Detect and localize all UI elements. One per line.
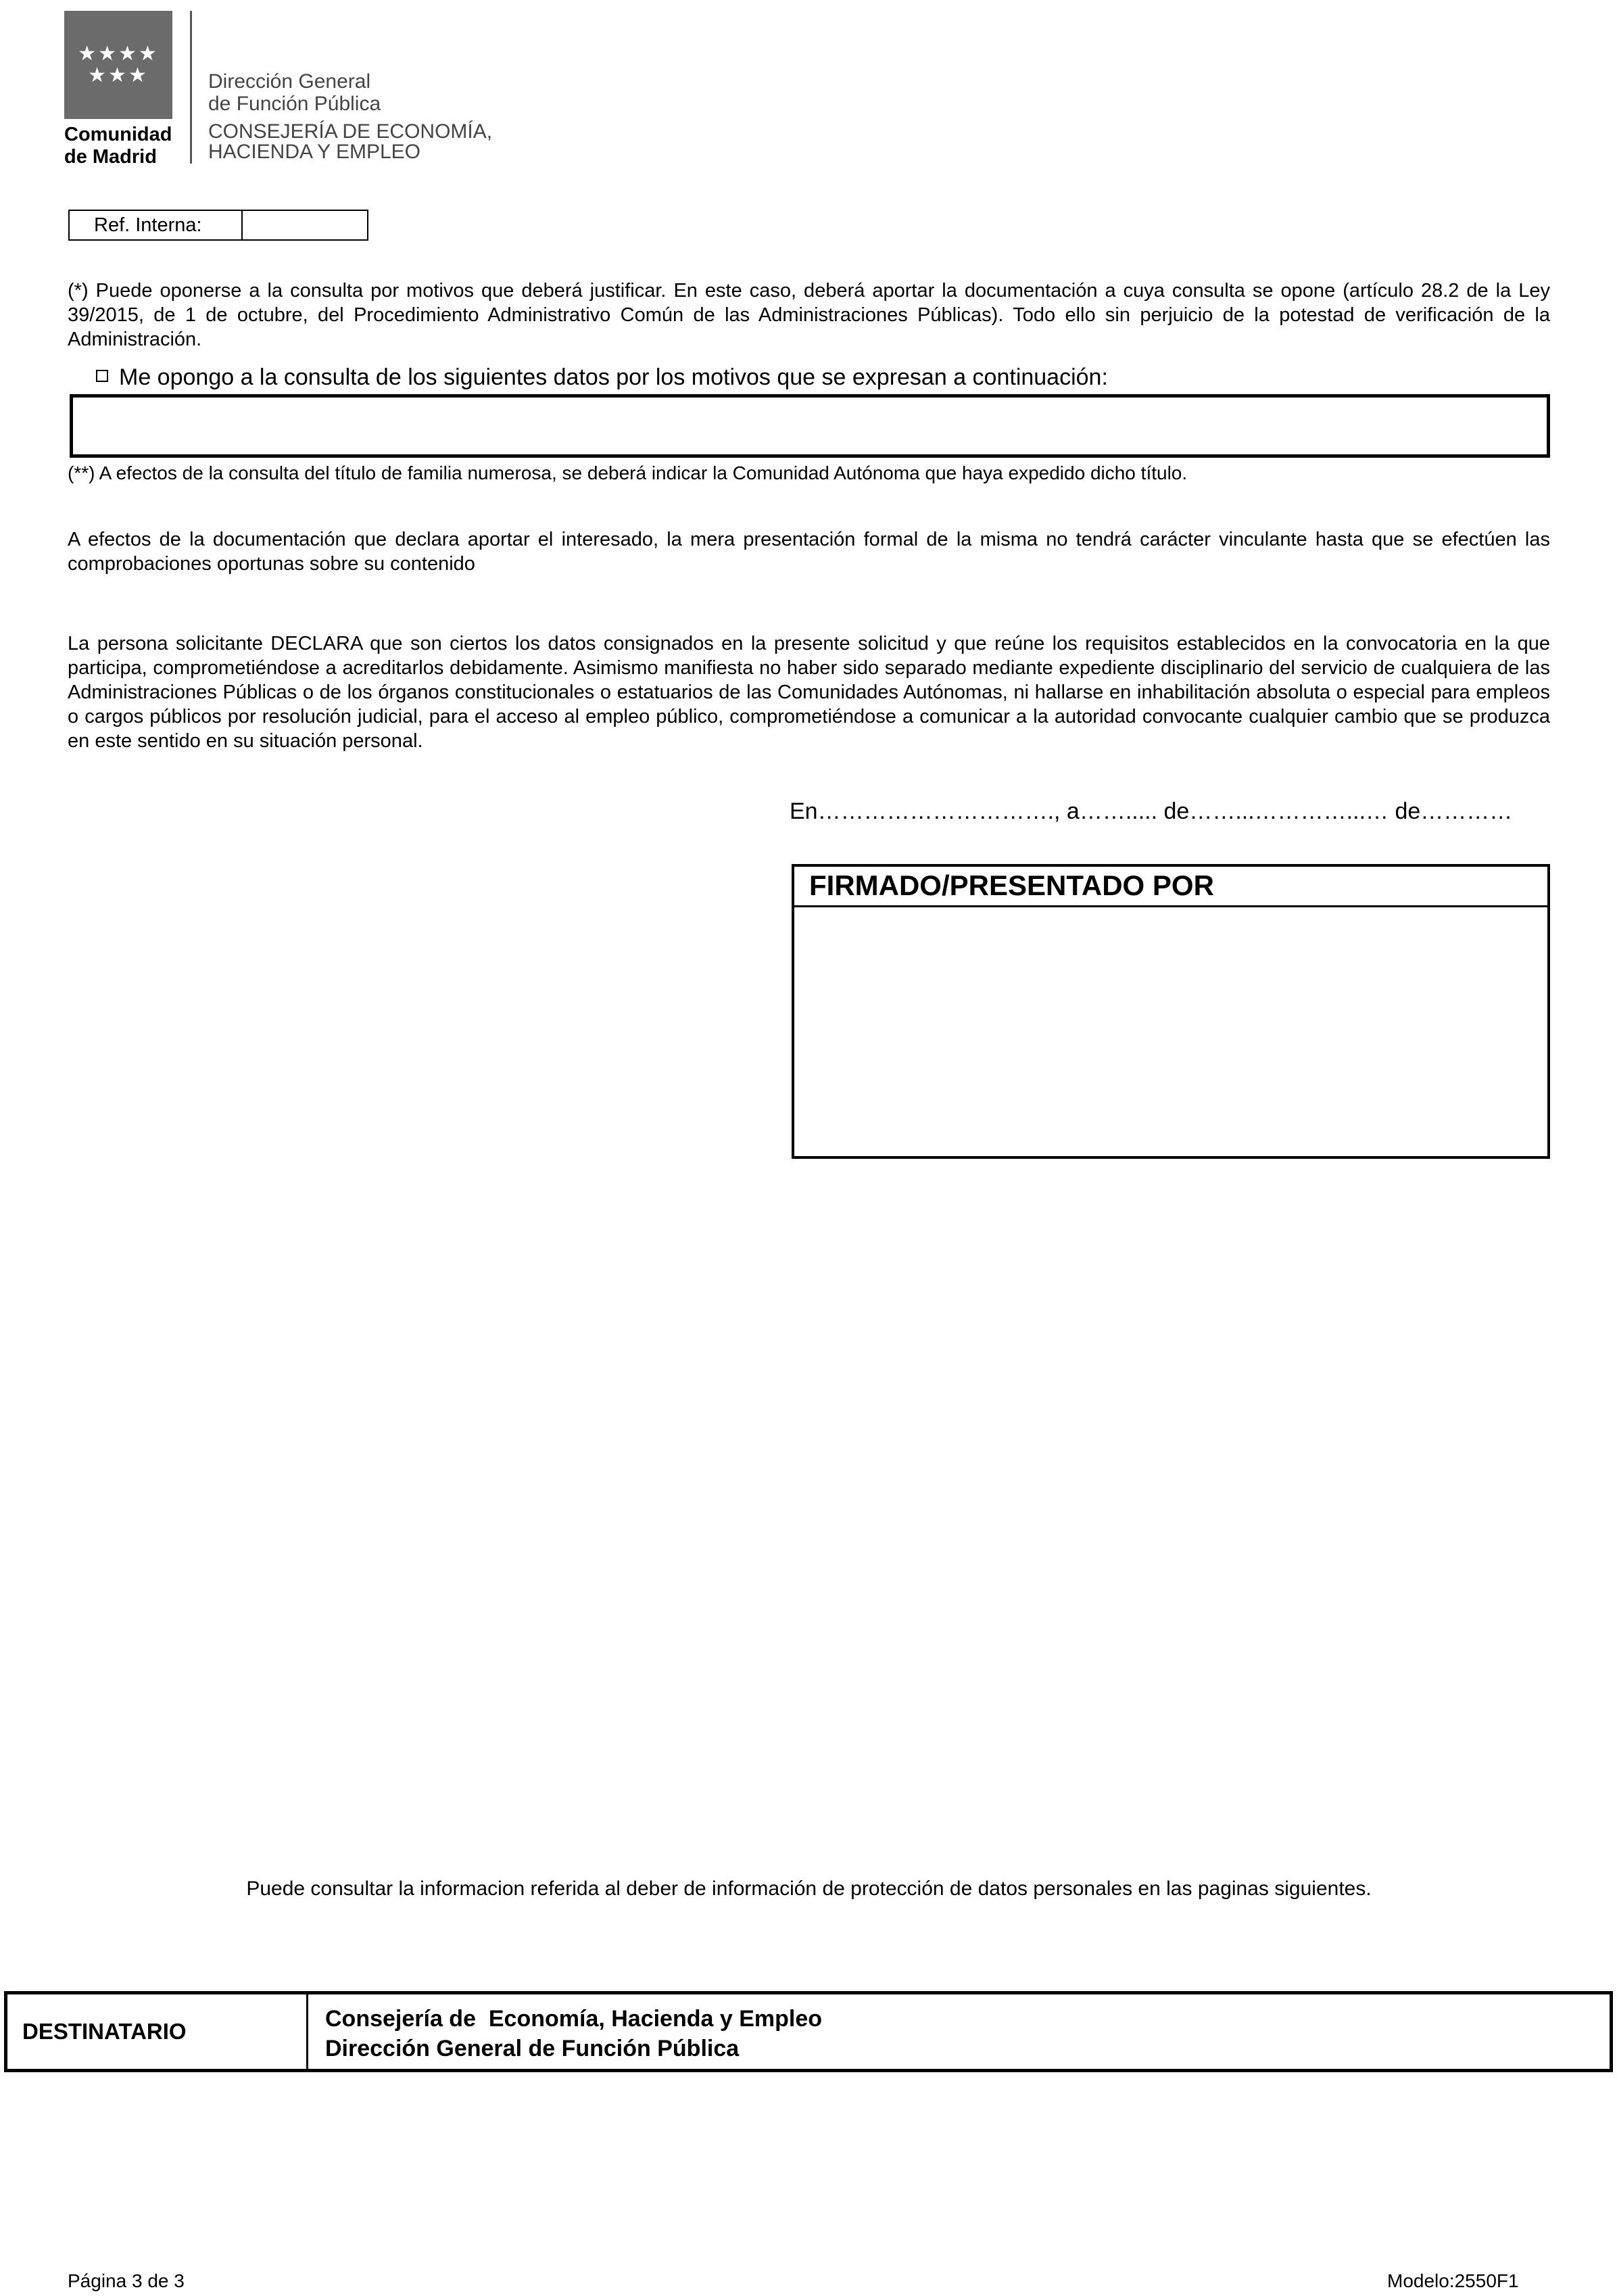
page-number: Página 3 de 3 (68, 2270, 185, 2291)
logo-wordmark (64, 124, 172, 168)
ref-interna-label: Ref. Interna: (68, 210, 243, 241)
documentation-paragraph: A efectos de la documentación que declara aportar el interesado, la mera presentación formal de la misma no tendrá carácter vinculante hasta que se efectúen las comprobaciones oportunas sobre su contenido (68, 529, 1550, 575)
motivos-field[interactable] (70, 394, 1550, 458)
signature-box[interactable] (792, 864, 1550, 1159)
destinatario-line-1: Consejería de Economía, Hacienda y Empleo (325, 2006, 823, 2032)
dept-line-1: CONSEJERÍA DE ECONOMÍA, (208, 120, 493, 143)
model-code: Modelo:2550F1 (1387, 2270, 1519, 2291)
opposition-note: (*) Puede oponerse a la consulta por motivos que deberá justificar. En este caso, deberá aportar la documentación a cuya consulta se opone (artículo 28.2 de la Ley 39/2015, de 1 de octubre, del Procedimiento Administrativo Común de las Administraciones Públicas). Todo ello sin perjuicio de la potestad de verificación de la Administración. (68, 280, 1550, 350)
ref-interna-field[interactable] (241, 210, 368, 241)
org-line-1: Dirección General (208, 70, 371, 93)
destinatario-table (4, 1991, 1613, 2072)
opposition-option[interactable] (96, 362, 1108, 392)
privacy-note: Puede consultar la informacion referida al deber de información de protección de datos personales en las paginas siguientes. (246, 1878, 1372, 1900)
destinatario-line-2: Dirección General de Función Pública (325, 2036, 740, 2061)
logo-word-2: de Madrid (64, 146, 157, 168)
organization-name (208, 70, 381, 115)
logo-word-1: Comunidad (64, 124, 172, 145)
place-date-line[interactable]: En…………………………., a……..... de……...…………...… de………… (790, 798, 1513, 824)
declaration-paragraph: La persona solicitante DECLARA que son ciertos los datos consignados en la presente solicitud y que reúne los requisitos establecidos en la convocatoria en la que participa, comprometiéndose a acreditarlos debidamente. Asimismo manifiesta no haber sido separado mediante expediente disciplinario del servicio de cualquiera de las Administraciones Públicas o de los órganos constitucionales o estatuarios de las Comunidades Autónomas, ni hallarse en inhabilitación absoluta o especial para empleos o cargos públicos por resolución judicial, para el acceso al empleo público, comprometiéndose a comunicar a la autoridad convocante cualquier cambio que se produzca en este sentido en su situación personal. (68, 633, 1550, 752)
destinatario-value (325, 2004, 822, 2063)
department-name (208, 122, 492, 162)
dept-line-2: HACIENDA Y EMPLEO (208, 141, 421, 163)
destinatario-label: DESTINATARIO (7, 1994, 308, 2069)
signature-heading: FIRMADO/PRESENTADO POR (794, 867, 1547, 907)
star-icon-group: ★★★★ ★★★ (78, 43, 159, 87)
familia-numerosa-note: (**) A efectos de la consulta del título de familia numerosa, se deberá indicar la Comunidad Autónoma que haya expedido dicho título. (68, 462, 1188, 483)
logo-divider (190, 11, 192, 164)
opposition-label: Me opongo a la consulta de los siguientes datos por los motivos que se expresan a continuación: (119, 364, 1108, 390)
opposition-checkbox[interactable] (96, 370, 108, 382)
org-line-2: de Función Pública (208, 93, 381, 115)
